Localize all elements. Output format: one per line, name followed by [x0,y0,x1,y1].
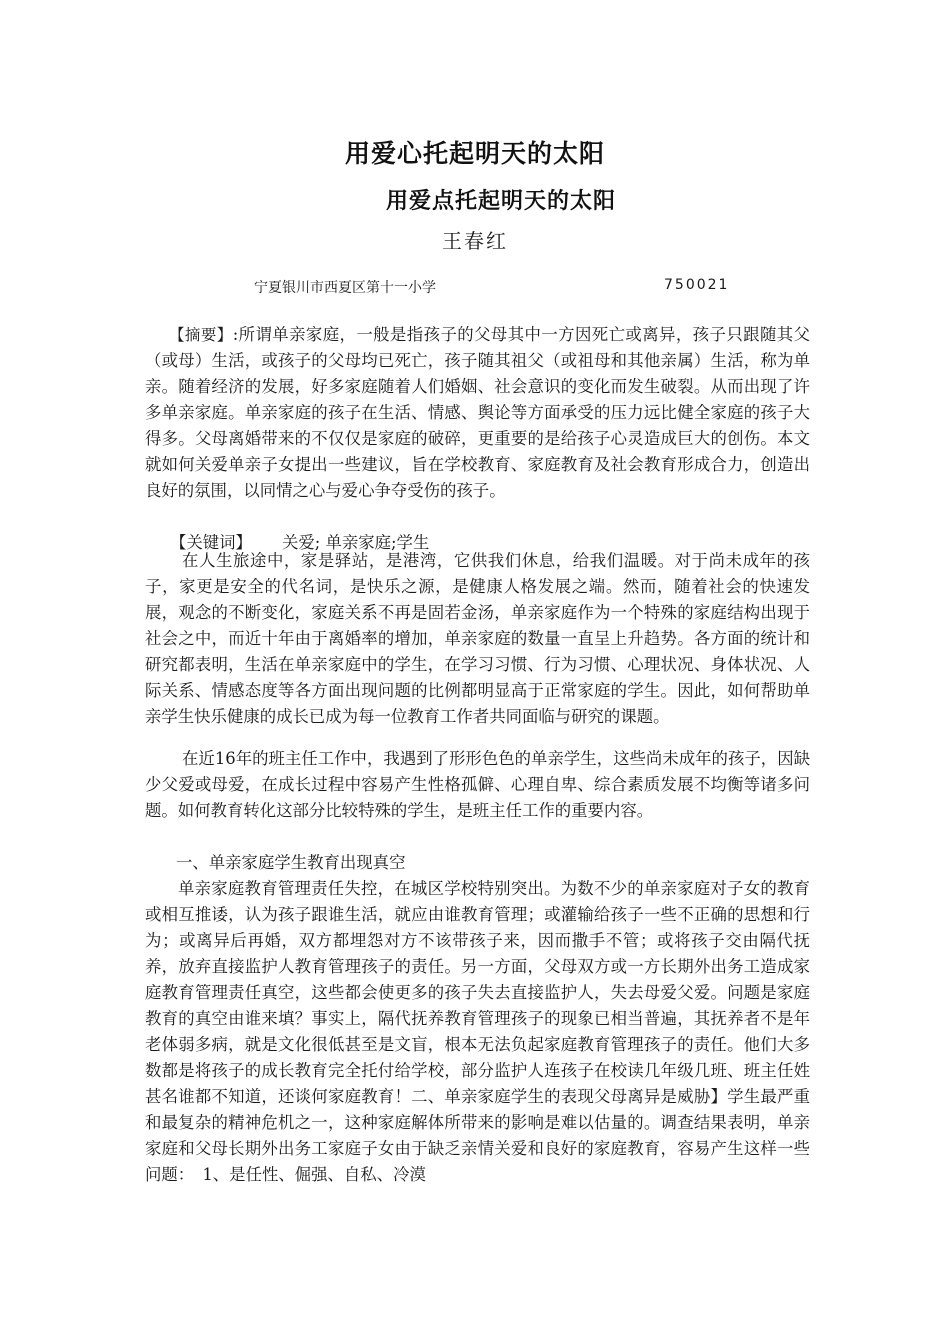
keywords-text: 关爱; 单亲家庭;学生 [281,533,430,552]
body-paragraph-3: 单亲家庭教育管理责任失控，在城区学校特别突出。为数不少的单亲家庭对子女的教育或相互推诿，认为孩子跟谁生活，就应由谁教育管理；或灌输给孩子一些不正确的思想和行为；或离异后再婚，双方都埋怨对方不该带孩子来，因而撒手不管；或将孩子交由隔代抚养，放弃直接监护人教育管理孩子的责任。另一方面，父母双方或一方长期外出务工造成家庭教育管理责任真空，这些都会使更多的孩子失去直接监护人，失去母爱父爱。问题是家庭教育的真空由谁来填？事实上，隔代抚养教育管理孩子的现象已相当普遍，其抚养者不是年老体弱多病，就是文化很低甚至是文盲，根本无法负起家庭教育管理孩子的责任。他们大多数都是将孩子的成长教育完全托付给学校，部分监护人连孩子在校读几年级几班、班主任姓甚名谁都不知道，还谈何家庭教育！二、单亲家庭学生的表现父母离异是威胁】学生最严重和最复杂的精神危机之一，这种家庭解体所带来的影响是难以估量的。调查结果表明，单亲家庭和父母长期外出务工家庭子女由于缺乏亲情关爱和良好的家庭教育，容易产生这样一些问题： 1、是任性、倔强、自私、冷漠 [145,879,810,1184]
author-name: 王春红 [442,229,508,253]
document-title: 用爱心托起明天的太阳 [344,139,605,168]
document-subtitle: 用爱点托起明天的太阳 [385,189,616,214]
body-paragraph-1: 在人生旅途中，家是驿站，是港湾，它供我们休息，给我们温暖。对于尚未成年的孩子，家更是安全的代名词，是快乐之源，是健康人格发展之端。然而，随着社会的快速发展，观念的不断变化，家庭关系不再是固若金汤，单亲家庭作为一个特殊的家庭结构出现于社会之中，而近十年由于离婚率的增加，单亲家庭的数量一直呈上升趋势。各方面的统计和研究都表明，生活在单亲家庭中的学生，在学习习惯、行为习惯、心理状况、身体状况、人际关系、情感态度等各方面出现问题的比例都明显高于正常家庭的学生。因此，如何帮助单亲学生快乐健康的成长已成为每一位教育工作者共同面临与研究的课题。 [145,551,810,726]
school-name: 宁夏银川市西夏区第十一小学 [254,280,436,296]
keywords-label: 【关键词】 [170,533,252,552]
postal-code: 750021 [664,277,730,293]
abstract-text: :所谓单亲家庭，一般是指孩子的父母其中一方因死亡或离异，孩子只跟随其父（或母）生活，或孩子的父母均已死亡，孩子随其祖父（或祖母和其他亲属）生活，称为单亲。随着经济的发展，好多家庭随着人们婚姻、社会意识的变化而发生破裂。从而出现了许多单亲家庭。单亲家庭的孩子在生活、情感、舆论等方面承受的压力远比健全家庭的孩子大得多。父母离婚带来的不仅仅是家庭的破碎，更重要的是给孩子心灵造成巨大的创伤。本文就如何关爱单亲子女提出一些建议，旨在学校教育、家庭教育及社会教育形成合力，创造出良好的氛围，以同情之心与爱心争夺受伤的孩子。 [145,325,810,500]
abstract-label: 【摘要】 [169,326,233,344]
section-heading-1: 一、单亲家庭学生教育出现真空 [176,853,406,872]
body-paragraph-2: 在近16年的班主任工作中，我遇到了形形色色的单亲学生，这些尚未成年的孩子，因缺少父爱或母爱，在成长过程中容易产生性格孤僻、心理自卑、综合素质发展不均衡等诸多问题。如何教育转化这部分比较特殊的学生，是班主任工作的重要内容。 [145,749,810,820]
abstract-paragraph [145,322,810,504]
